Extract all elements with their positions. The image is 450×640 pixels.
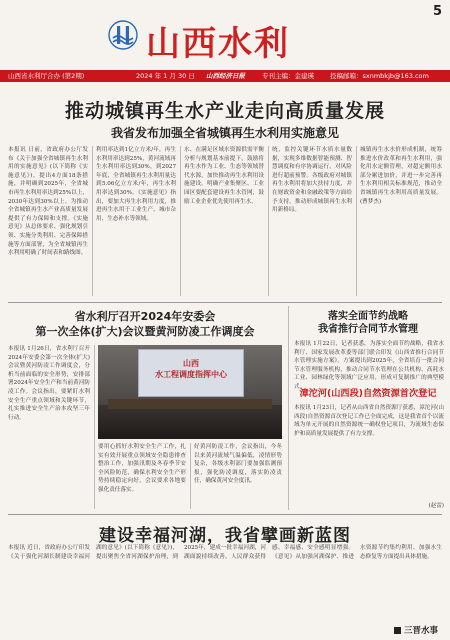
article4-body: 本报讯 1月23日，记者从山西省自然资源厅获悉，漳沱河(山西段)自然资源首次登记工作已全面完成，这是我省首个以流域为单元开展的自然资源统一确权登记项目，为流域生态保护和高质量发展提供了有力支撑。 — [294, 405, 444, 437]
meeting-table — [108, 399, 272, 409]
lead-subheadline: 我省发布加强全省城镇再生水利用实施意见 — [110, 126, 339, 140]
column-divider — [92, 146, 93, 296]
section-rule — [8, 514, 442, 515]
column-divider — [94, 345, 95, 509]
article2-column-2: 要用心抓好水利安全生产工作，扎实有效开展重点领域安全隐患排查整治工作，加强汛期及冬春季节安全风险防范，确保水利安全生产形势持续稳定向好。会议要求各地要强化责任落实。 — [98, 444, 186, 493]
lead-column-4: 统，监控关键环节水质水量数据，实现多维数据智能预测、智慧调度和有序协调运行，对风险进行超前预警。各级政府对城镇再生水利用将加大扶持力度，并在财政资金和金融政策等方面给予支持，推动形成城镇再生水利用新格局。 — [272, 147, 352, 214]
article2-headline-2: 第一次全体(扩大)会议暨黄河防凌工作调度会 — [35, 325, 255, 338]
lead-column-1: 本报讯 日前，省政府办公厅发布《关于加强全省城镇再生水利用的实施意见》(以下简称《实施意见》)，提出4方面18条措施，并明确到2025年，全省城市再生水利用率达到25%以上，2030年达到30%以上。为推动全省城镇再生水产业高质量发展提供了有力保障和支撑。《实施意见》从总体要求、强化规划引领、实施分类利用、完善保障措施等方面部署，为全省城镇再生水利用明确了时间表和路线图。 — [8, 147, 88, 257]
masthead — [0, 0, 450, 68]
water-logo-icon — [108, 20, 138, 50]
column-divider — [288, 306, 289, 510]
article5-headline: 建设幸福河湖，我省擘画新蓝图 — [99, 526, 351, 546]
article5-body: 本报讯 近日，省政府办公厅印发《关于强化河湖长制建设幸福河湖的意见》(以下简称《意见》)，提出聚焦全省河湖保护治理，到2025年，建成一批幸福河湖，河湖面貌持续改善，人民群众获得感、幸福感、安全感明显增强。《意见》从加强河湖保护、推进水资源节约集约利用、加强水生态修复等方面提出具体措施。 — [8, 545, 442, 560]
masthead-title: 山西水利 — [146, 24, 290, 64]
article2-column-1: 本报讯 1月26日，省水利厅召开2024年安委会第一次全体(扩大)会议暨黄河防凌工作调度会，分析当前面临的安全形势，安排部署2024年安全生产和当前黄河防凌工作。会议指出，要紧盯水利安全生产重点领域和关键环节，扎实推进安全生产治本攻坚三年行动。 — [8, 346, 90, 421]
issue-date: 2024 年 1 月 30 日 — [136, 72, 195, 80]
section-tag-label: 三晋水事 — [403, 626, 438, 636]
lead-column-3: 水、在满足区域水资源供需平衡分析与规划基本前提下，鼓励将再生水作为工业、生态等领域替代水源，加快推动再生水利用设施建设。明确产业集聚区、工业园区要配套建设再生水管网，鼓励工业企业优先使用再生水。 — [184, 147, 264, 205]
section-tag — [394, 624, 438, 636]
column-divider — [180, 146, 181, 296]
editor-label: 专刊主编：金建瑛 — [262, 72, 314, 80]
section-rule — [8, 302, 442, 303]
article2-headline-1: 省水利厅召开2024年安委会 — [74, 310, 216, 323]
lead-column-2: 利用率达到1亿立方米/年，再生水利用率达到25%，黄河流域再生水利用率达到30%，到2027年底，全省城镇再生水利用量达到5.06亿立方米/年，再生水利用率达到30%。《实施意见》指出，要加大再生水利用力度，推进再生水用于工业生产、城市杂用、生态补水等领域。 — [96, 147, 176, 222]
banner-text: 山西 水工程调度指挥中心 — [155, 359, 227, 379]
column-divider — [268, 146, 269, 296]
column-divider — [190, 443, 191, 509]
info-bar — [0, 70, 450, 82]
lead-headline: 推动城镇再生水产业走向高质量发展 — [64, 100, 385, 122]
banner-screen — [138, 349, 244, 397]
article3-headline-1: 落实全面节约战略 — [328, 311, 408, 322]
article3-body: 本报讯 1月22日，记者获悉，为落实全面节约战略，我省水利厅、国家发展改革委等部门联合印发《山西省推行合同节水管理实施方案》。方案提出到2025年，全省培育一批合同节水管理服务机构，推动合同节水管理在公共机构、高耗水工业、园林绿化等领域广泛应用，形成可复制推广的典型模式。 — [294, 341, 444, 390]
lead-column-5: 城镇再生水水价形成机制，统筹推进水价改革和再生水利用，强化用水定额管理，对超定额用水部分累进加价，并进一步完善再生水利用相关标准规范，推动全省城镇再生水利用高质量发展。(曹梦杰) — [360, 147, 442, 205]
meeting-photo — [98, 345, 282, 439]
article4-headline: 漳沱河(山西段)自然资源首次登记 — [299, 388, 437, 399]
article3-headline-2: 我省推行合同节水管理 — [318, 324, 418, 335]
page-number: 5 — [432, 4, 442, 19]
article4-credit: (赵雷) — [428, 503, 444, 509]
brand-label: 山西经济日报 — [206, 72, 245, 80]
audience-row — [98, 405, 282, 439]
column-divider — [356, 146, 357, 296]
square-bullet-icon — [394, 627, 401, 634]
issue-label: 山西省水利厅合办 (第2期) — [8, 72, 85, 80]
email-label: 投稿邮箱：sxnmbkjb@163.com — [330, 72, 429, 80]
article2-column-3: 好黄河防凌工作，会议指出，今冬以来黄河流域气温偏低，凌情形势复杂，各级水利部门要加强监测预报，强化防凌调度，落实防凌责任，确保黄河安全度汛。 — [194, 444, 282, 485]
